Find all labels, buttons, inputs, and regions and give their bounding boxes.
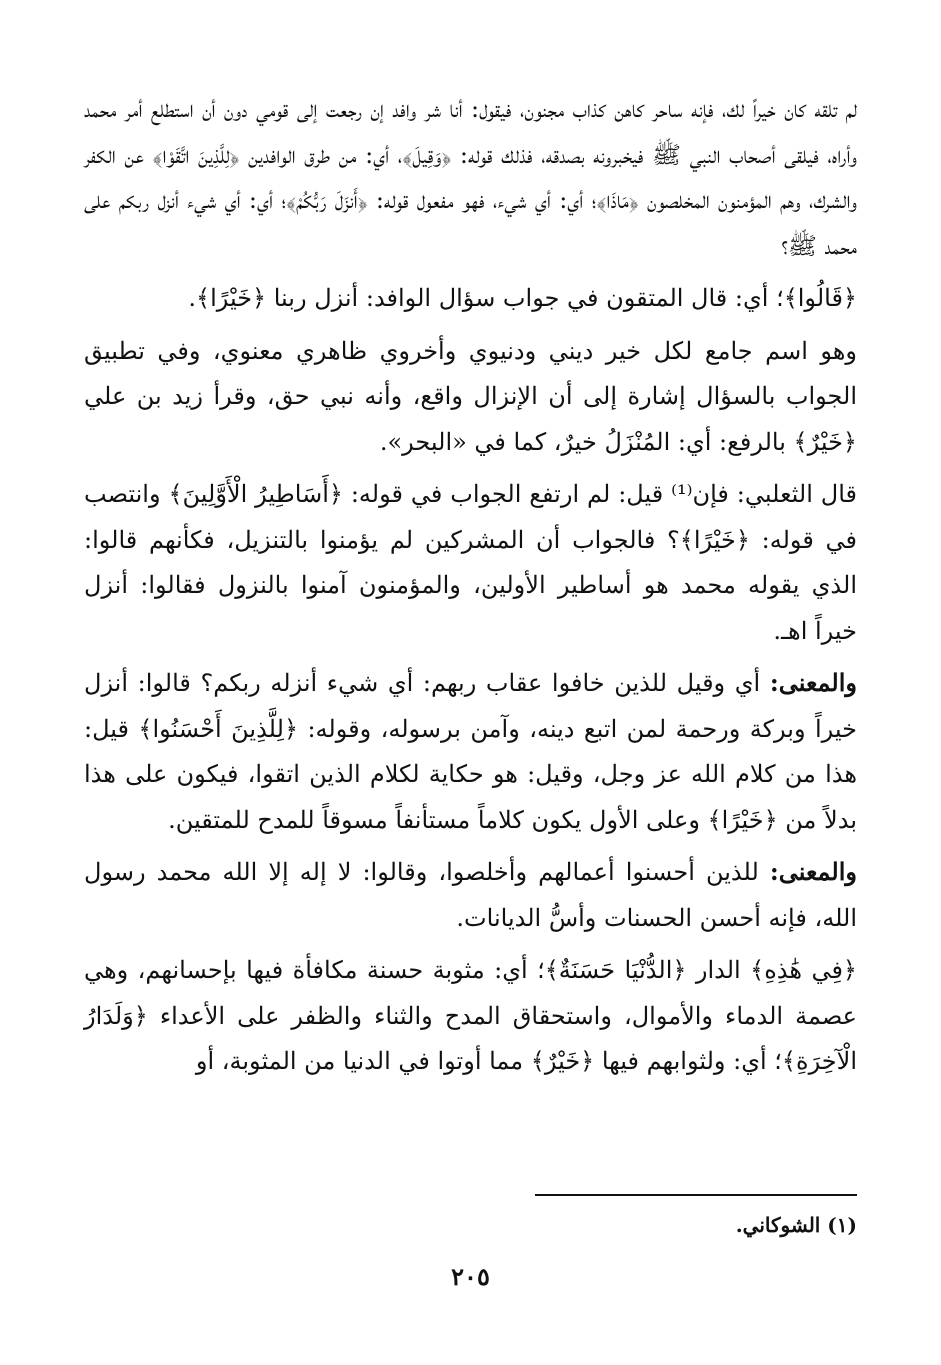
paragraph-5-lead: والمعنى: [769, 668, 857, 697]
paragraph-7-text: ﴿فِي هَٰذِهِ﴾ الدار ﴿الدُّنْيَا حَسَنَةٌ﴾؛ أي: مثوبة حسنة مكافأة فيها بإحسانهم، وهي عصمة الدماء والأموال، واستحقاق المدح والثناء والظفر على الأعداء ﴿وَلَدَارُ الْآخِرَةِ﴾؛ أي: ولثوابهم فيها ﴿خَيْرٌ﴾ مما أوتوا في الدنيا من المثوبة، أو [84, 956, 857, 1075]
paragraph-1-text: لم تلقه كان خيراً لك، فإنه ساحر كاهن كذاب مجنون، فيقول: أنا شر وافد إن رجعت إلى قومي دون أن استطلع أمر محمد وأراه، فيلقى أصحاب النبي ﷺ فيخبرونه بصدقه، فذلك قوله: ﴿وَقِيلَ﴾، أي: من طرق الوافدين ﴿لِلَّذِينَ اتَّقَوْا﴾ عن الكفر والشرك، وهم المؤمنون المخلصون ﴿مَاذَا﴾؛ أي: أي شيء، فهو مفعول قوله: ﴿أَنزَلَ رَبُّكُمْ﴾؛ أي: أي شيء أنزل ربكم على محمد ﷺ؟ [84, 95, 857, 260]
page-number: ٢٠٥ [451, 1262, 490, 1291]
body-text [84, 86, 857, 1085]
paragraph-7 [84, 947, 857, 1085]
paragraph-2-text: ﴿قَالُوا﴾؛ أي: قال المتقون في جواب سؤال الوافد: أنزل ربنا ﴿خَيْرًا﴾. [188, 284, 857, 312]
paragraph-3-text: وهو اسم جامع لكل خير ديني ودنيوي وأخروي ظاهري معنوي، وفي تطبيق الجواب بالسؤال إشارة إلى أن الإنزال واقع، وأنه نبي حق، وقرأ زيد بن علي ﴿خَيْرٌ﴾ بالرفع: أي: المُنْزَلُ خيرٌ، كما في «البحر». [84, 336, 858, 456]
paragraph-5 [84, 660, 857, 843]
paragraph-6 [84, 849, 857, 941]
footnote: (١) الشوكاني. [735, 1213, 857, 1237]
paragraph-6-lead: والمعنى: [769, 857, 857, 886]
paragraph-6-text: للذين أحسنوا أعمالهم وأخلصوا، وقالوا: لا إله إلا الله محمد رسول الله، فإنه أحسن الحسنات وأسُّ الديانات. [84, 858, 857, 932]
footnote-divider [535, 1194, 857, 1196]
paragraph-4 [84, 471, 857, 654]
paragraph-4-text: قال الثعلبي: فإن⁽¹⁾ قيل: لم ارتفع الجواب في قوله: ﴿أَسَاطِيرُ الْأَوَّلِينَ﴾ وانتصب في قوله: ﴿خَيْرًا﴾؟ فالجواب أن المشركين لم يؤمنوا بالتنزيل، فكأنهم قالوا: الذي يقوله محمد هو أساطير الأولين، والمؤمنون آمنوا بالنزول فقالوا: أنزل خيراً اهـ. [84, 480, 857, 645]
paragraph-1 [84, 86, 857, 269]
paragraph-3 [84, 328, 857, 466]
paragraph-2 [84, 275, 857, 322]
paragraph-5-text: أي وقيل للذين خافوا عقاب ربهم: أي شيء أنزله ربكم؟ قالوا: أنزل خيراً وبركة ورحمة لمن اتبع دينه، وآمن برسوله، وقوله: ﴿لِلَّذِينَ أَحْسَنُوا﴾ قيل: هذا من كلام الله عز وجل، وقيل: هو حكاية لكلام الذين اتقوا، فيكون على هذا بدلاً من ﴿خَيْرًا﴾ وعلى الأول يكون كلاماً مستأنفاً مسوقاً للمدح للمتقين. [84, 669, 857, 834]
